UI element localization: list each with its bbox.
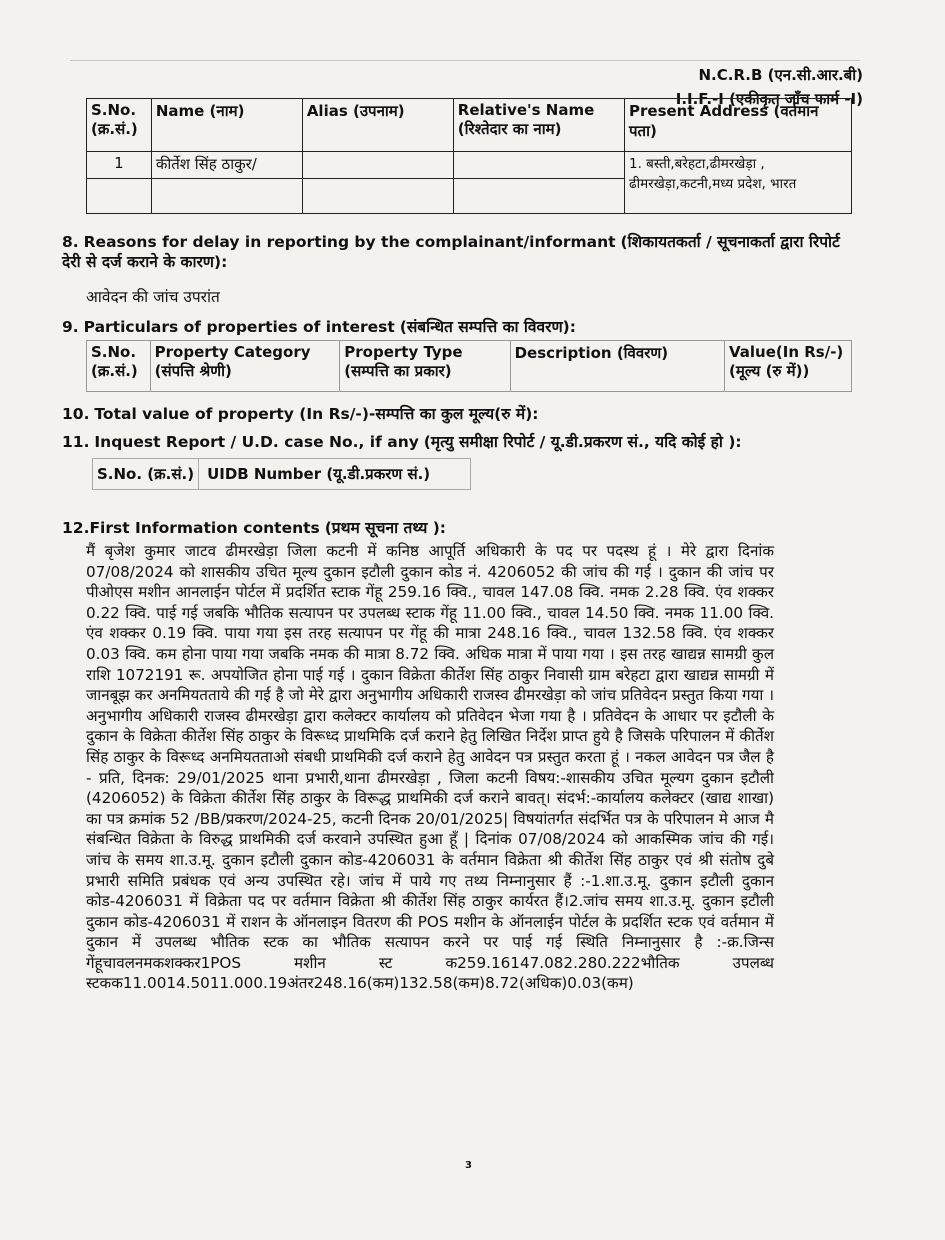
cell-blank bbox=[453, 179, 624, 214]
cell-sno: 1 bbox=[87, 152, 152, 179]
section-8-heading bbox=[62, 232, 852, 272]
section-12-title-hindi: (प्रथम सूचना तथ्य ): bbox=[324, 519, 446, 537]
col-name: Name (नाम) bbox=[151, 99, 302, 152]
property-table-header-row bbox=[87, 341, 852, 392]
section-10-title-hindi: सम्पत्ति का कुल मूल्य(रु में): bbox=[375, 405, 539, 423]
col-address: Present Address (वर्तमान पता) bbox=[625, 99, 852, 152]
ncrb-header: N.C.R.B (एन.सी.आर.बी) bbox=[698, 66, 863, 84]
col-relative: Relative's Name (रिश्तेदार का नाम) bbox=[453, 99, 624, 152]
cell-blank bbox=[302, 179, 453, 214]
cell-name: कीर्तेश सिंह ठाकुर/ bbox=[151, 152, 302, 179]
section-9-title: Particulars of properties of interest bbox=[83, 318, 395, 336]
section-8-number: 8. bbox=[62, 233, 79, 251]
col-property-type: Property Type (सम्पत्ति का प्रकार) bbox=[340, 341, 510, 392]
section-8-title: Reasons for delay in reporting by the complainant/informant bbox=[83, 233, 616, 251]
section-10-number: 10. bbox=[62, 405, 90, 423]
section-12-title: First Information contents bbox=[89, 519, 320, 537]
ud-table-header-row bbox=[93, 459, 471, 490]
section-12-heading bbox=[62, 516, 446, 538]
first-information-body: मैं बृजेश कुमार जाटव ढीमरखेड़ा जिला कटनी में कनिष्ठ आपूर्ति अधिकारी के पद पर पदस्थ हूं । मेरे द्वारा दिनांक 07/08/2024 को शासकीय उचित मूल्य दुकान इटौली दुकान कोड नं. 4206052 की जांच की गई । दुकान की जांच पर पीओएस मशीन आनलाईन पोर्टल में प्रदर्शित स्टाक गेंहू 259.16 क्वि., चावल 147.08 क्वि. नमक 2.28 क्वि. एंव शक्कर 0.22 क्वि. पाई गई जबकि भौतिक सत्यापन पर उपलब्ध स्टाक गेंहू 11.00 क्वि., चावल 14.50 क्वि. नमक 11.00 क्वि. एंव शक्कर 0.19 क्वि. पाया गया इस तरह सत्यापन पर गेंहू की मात्रा 248.16 क्वि., चावल 132.58 क्वि. एंव शक्कर 0.03 क्वि. कम होना पाया गया जबकि नमक की मात्रा 8.72 क्वि. अधिक मात्रा में पाया गया । इस तरह खाद्यन्न सामग्री कुल राशि 1072191 रू. अपयोजित होना पाई गई । दुकान विक्रेता कीर्तेश सिंह ठाकुर निवासी ग्राम बरेहटा द्वारा खाद्यन्न सामग्री में जानबूझ कर अनमियतताये की गई है जो मेरे द्वारा अनुभागीय अधिकारी राजस्व ढीमरखेड़ा को जांच प्रतिवेदन प्रस्तुत किया गया । अनुभागीय अधिकारी राजस्व ढीमरखेड़ा द्वारा कलेक्टर कार्यालय को प्रतिवेदन भेजा गया है । प्रतिवेदन के आधार पर इटौली के दुकान के विक्रेता कीर्तेश सिंह ठाकुर के विरूध्द प्राथमिकि दर्ज कराने हेतु लिखित निर्देश प्राप्त हुये है जिसके परिपालन में कीर्तेश सिंह ठाकुर के विरूध्द अनमियतताओ संबधी प्राथमिकी दर्ज कराने हेतु आवेदन पत्र प्रस्तुत करता हूं । नकल आवेदन पत्र जैल है - प्रति, दिनक: 29/01/2025 थाना प्रभारी,थाना ढीमरखेड़ा , जिला कटनी विषय:-शासकीय उचित मूल्यग दुकान इटौली (4206052) के विक्रेता कीर्तेश सिंह ठाकुर के विरूद्ध प्राथमिकी दर्ज कराने बावत्। संदर्भ:-कार्यालय कलेक्टर (खाद्य शाखा) का पत्र क्रमांक 52 /BB/प्रकरण/2024-25, कटनी दिनक 20/01/2025| विषयांतर्गत संदर्भित पत्र के परिपालन मे आज मै संबन्धित विक्रेता के विरुद्ध प्राथमिकी दर्ज करवाने उपस्थित हुआ हूँ | दिनांक 07/08/2024 को आकस्मिक जांच की गई। जांच के समय शा.उ.मू. दुकान इटौली दुकान कोड-4206031 के वर्तमान विक्रेता श्री कीर्तेश सिंह ठाकुर एवं श्री संतोष दुबे प्रभारी समिति प्रबंधक एवं अन्य उपस्थित रहे। जांच में पाये गए तथ्य निम्नानुसार हैं :-1.शा.उ.मू. दुकान इटौली दुकान कोड-4206031 में विक्रेता पद पर वर्तमान विक्रेता श्री कीर्तेश सिंह ठाकुर कार्यरत हैं।2.जांच समय शा.उ.मू. दुकान इटौली दुकान कोड-4206031 में राशन के ऑनलाइन वितरण की POS मशीन के ऑनलाईन पोर्टल के प्रदर्शित स्टक एवं वर्तमान में दुकान में उपलब्ध भौतिक स्टक का भौतिक सत्यापन करने पर पाई गई स्थिति निम्नानुसार है :-क्र.जिन्स गेंहूचावलनमकशक्कर1POS मशीन स्ट क259.16147.082.280.222भौतिक उपलब्ध स्टकक11.0014.5011.000.19अंतर248.16(कम)132.58(कम)8.72(अधिक)0.03(कम) bbox=[86, 542, 774, 993]
cell-blank bbox=[87, 179, 152, 214]
accused-table-row bbox=[87, 152, 852, 179]
section-9-heading bbox=[62, 315, 576, 337]
col-value: Value(In Rs/-) (मूल्य (रु में)) bbox=[725, 341, 852, 392]
top-rule bbox=[70, 60, 860, 61]
iif-header: I.I.F.-I (एकीकृत जाँच फार्म -I) bbox=[675, 90, 863, 108]
section-10-title: Total value of property (In Rs/-)- bbox=[94, 405, 376, 423]
cell-blank bbox=[151, 179, 302, 214]
col-alias: Alias (उपनाम) bbox=[302, 99, 453, 152]
section-8-title-hindi: (शिकायतकर्ता / सूचनाकर्ता द्वारा रिपोर्ट देरी से दर्ज कराने के कारण): bbox=[62, 233, 840, 271]
col-description: Description (विवरण) bbox=[510, 341, 724, 392]
property-table bbox=[86, 340, 852, 392]
ud-table bbox=[92, 458, 471, 490]
section-11-number: 11. bbox=[62, 433, 90, 451]
col-sno: S.No. (क्र.सं.) bbox=[87, 341, 151, 392]
col-uidb-number: UIDB Number (यू.डी.प्रकरण सं.) bbox=[199, 459, 471, 490]
col-sno: S.No. (क्र.सं.) bbox=[87, 99, 152, 152]
section-9-number: 9. bbox=[62, 318, 79, 336]
accused-table bbox=[86, 98, 852, 214]
section-10-heading bbox=[62, 402, 538, 424]
cell-alias bbox=[302, 152, 453, 179]
col-property-category: Property Category (संपत्ति श्रेणी) bbox=[150, 341, 340, 392]
section-9-title-hindi: (संबन्धित सम्पत्ति का विवरण): bbox=[399, 318, 576, 336]
section-11-title: Inquest Report / U.D. case No., if any bbox=[94, 433, 419, 451]
section-11-heading bbox=[62, 430, 742, 452]
cell-address: 1. बस्ती,बरेहटा,ढीमरखेड़ा , ढीमरखेड़ा,कटनी,मध्य प्रदेश, भारत bbox=[625, 152, 852, 214]
col-sno: S.No. (क्र.सं.) bbox=[93, 459, 199, 490]
section-8-value: आवेदन की जांच उपरांत bbox=[86, 288, 220, 306]
section-12-number: 12. bbox=[62, 519, 90, 537]
cell-relative bbox=[453, 152, 624, 179]
accused-table-header-row bbox=[87, 99, 852, 152]
section-11-title-hindi: (मृत्यु समीक्षा रिपोर्ट / यू.डी.प्रकरण सं., यदि कोई हो ): bbox=[423, 433, 742, 451]
page-number: 3 bbox=[465, 1160, 472, 1171]
